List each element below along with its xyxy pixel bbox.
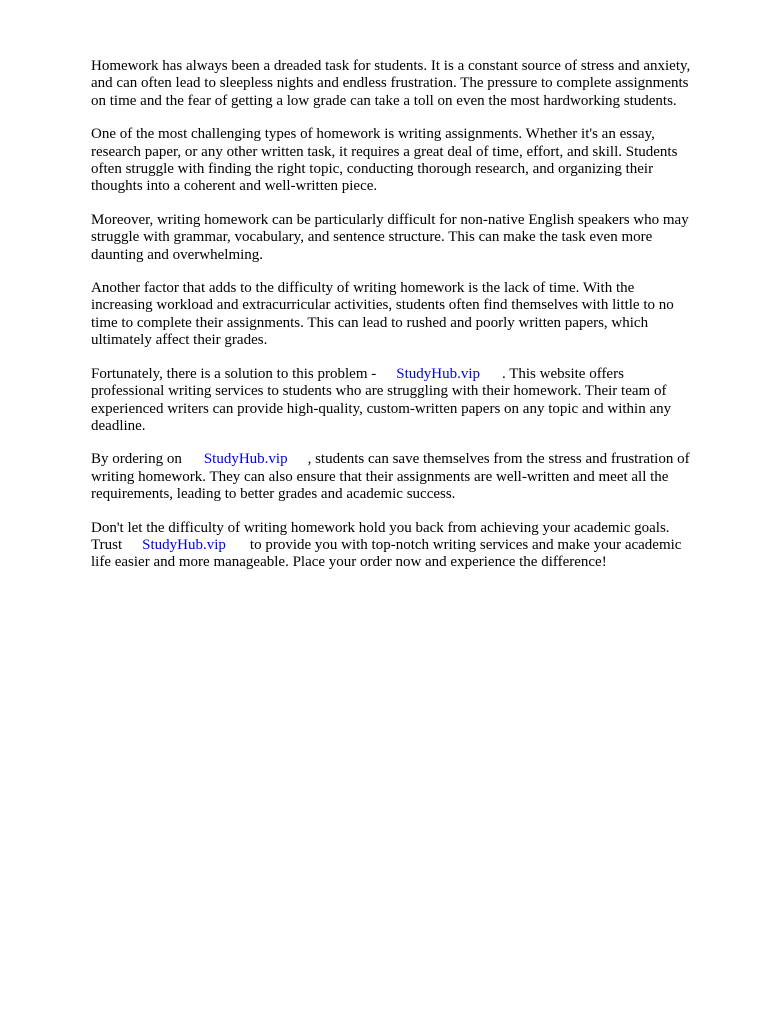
- text-line: Moreover, writing homework can be particularly difficult for non-native English speakers who may: [91, 211, 689, 228]
- text-line-with-link: [91, 451, 719, 468]
- text-line: One of the most challenging types of homework is writing assignments. Whether it's an essay,: [91, 126, 655, 143]
- text-line: research paper, or any other written task, it requires a great deal of time, effort, and skill. Students: [91, 143, 678, 160]
- text-line: daunting and overwhelming.: [91, 246, 264, 263]
- text-line: and can often lead to sleepless nights and endless frustration. The pressure to complete assignments: [91, 75, 689, 92]
- text-line: writing homework. They can also ensure that their assignments are well-written and meet all the: [91, 468, 669, 485]
- text-segment: . This website offers: [502, 365, 624, 382]
- text-line: time to complete their assignments. This can lead to rushed and poorly written papers, which: [91, 314, 649, 331]
- paragraph-7: [91, 520, 719, 572]
- paragraph-3: [91, 212, 719, 264]
- studyhub-link[interactable]: StudyHub.vip: [142, 536, 226, 553]
- paragraph-1: [91, 58, 719, 110]
- paragraph-4: [91, 280, 719, 350]
- text-segment: to provide you with top-notch writing services and make your academic: [249, 536, 682, 553]
- paragraph-2: [91, 126, 719, 196]
- text-segment: , students can save themselves from the stress and frustration of: [307, 451, 690, 468]
- text-line: struggle with grammar, vocabulary, and sentence structure. This can make the task even more: [91, 229, 653, 246]
- text-line: Another factor that adds to the difficulty of writing homework is the lack of time. With the: [91, 280, 635, 297]
- text-line: thoughts into a coherent and well-written piece.: [91, 178, 378, 195]
- paragraph-5: [91, 366, 719, 436]
- studyhub-link[interactable]: StudyHub.vip: [396, 365, 480, 382]
- text-line: increasing workload and extracurricular activities, students often find themselves with little to no: [91, 297, 674, 314]
- text-line: on time and the fear of getting a low grade can take a toll on even the most hardworking students.: [91, 92, 677, 109]
- text-line-with-link: [91, 537, 719, 554]
- text-line-with-link: [91, 366, 719, 383]
- text-segment: Trust: [91, 536, 123, 553]
- paragraph-6: [91, 451, 719, 503]
- text-line: Homework has always been a dreaded task for students. It is a constant source of stress and anxiety,: [91, 58, 691, 74]
- text-segment: By ordering on: [91, 451, 182, 468]
- studyhub-link[interactable]: StudyHub.vip: [203, 451, 288, 468]
- document-body: [91, 58, 719, 588]
- text-line: life easier and more manageable. Place your order now and experience the difference!: [91, 554, 607, 571]
- text-line: deadline.: [91, 417, 146, 434]
- text-line: requirements, leading to better grades and academic success.: [91, 486, 456, 503]
- text-line: ultimately affect their grades.: [91, 332, 268, 349]
- text-line: professional writing services to students who are struggling with their homework. Their team of: [91, 383, 667, 400]
- text-segment: Fortunately, there is a solution to this problem -: [91, 365, 377, 382]
- text-line: often struggle with finding the right topic, conducting thorough research, and organizing their: [91, 161, 654, 178]
- text-line: experienced writers can provide high-quality, custom-written papers on any topic and within any: [91, 400, 672, 417]
- text-line: Don't let the difficulty of writing homework hold you back from achieving your academic goals.: [91, 519, 670, 536]
